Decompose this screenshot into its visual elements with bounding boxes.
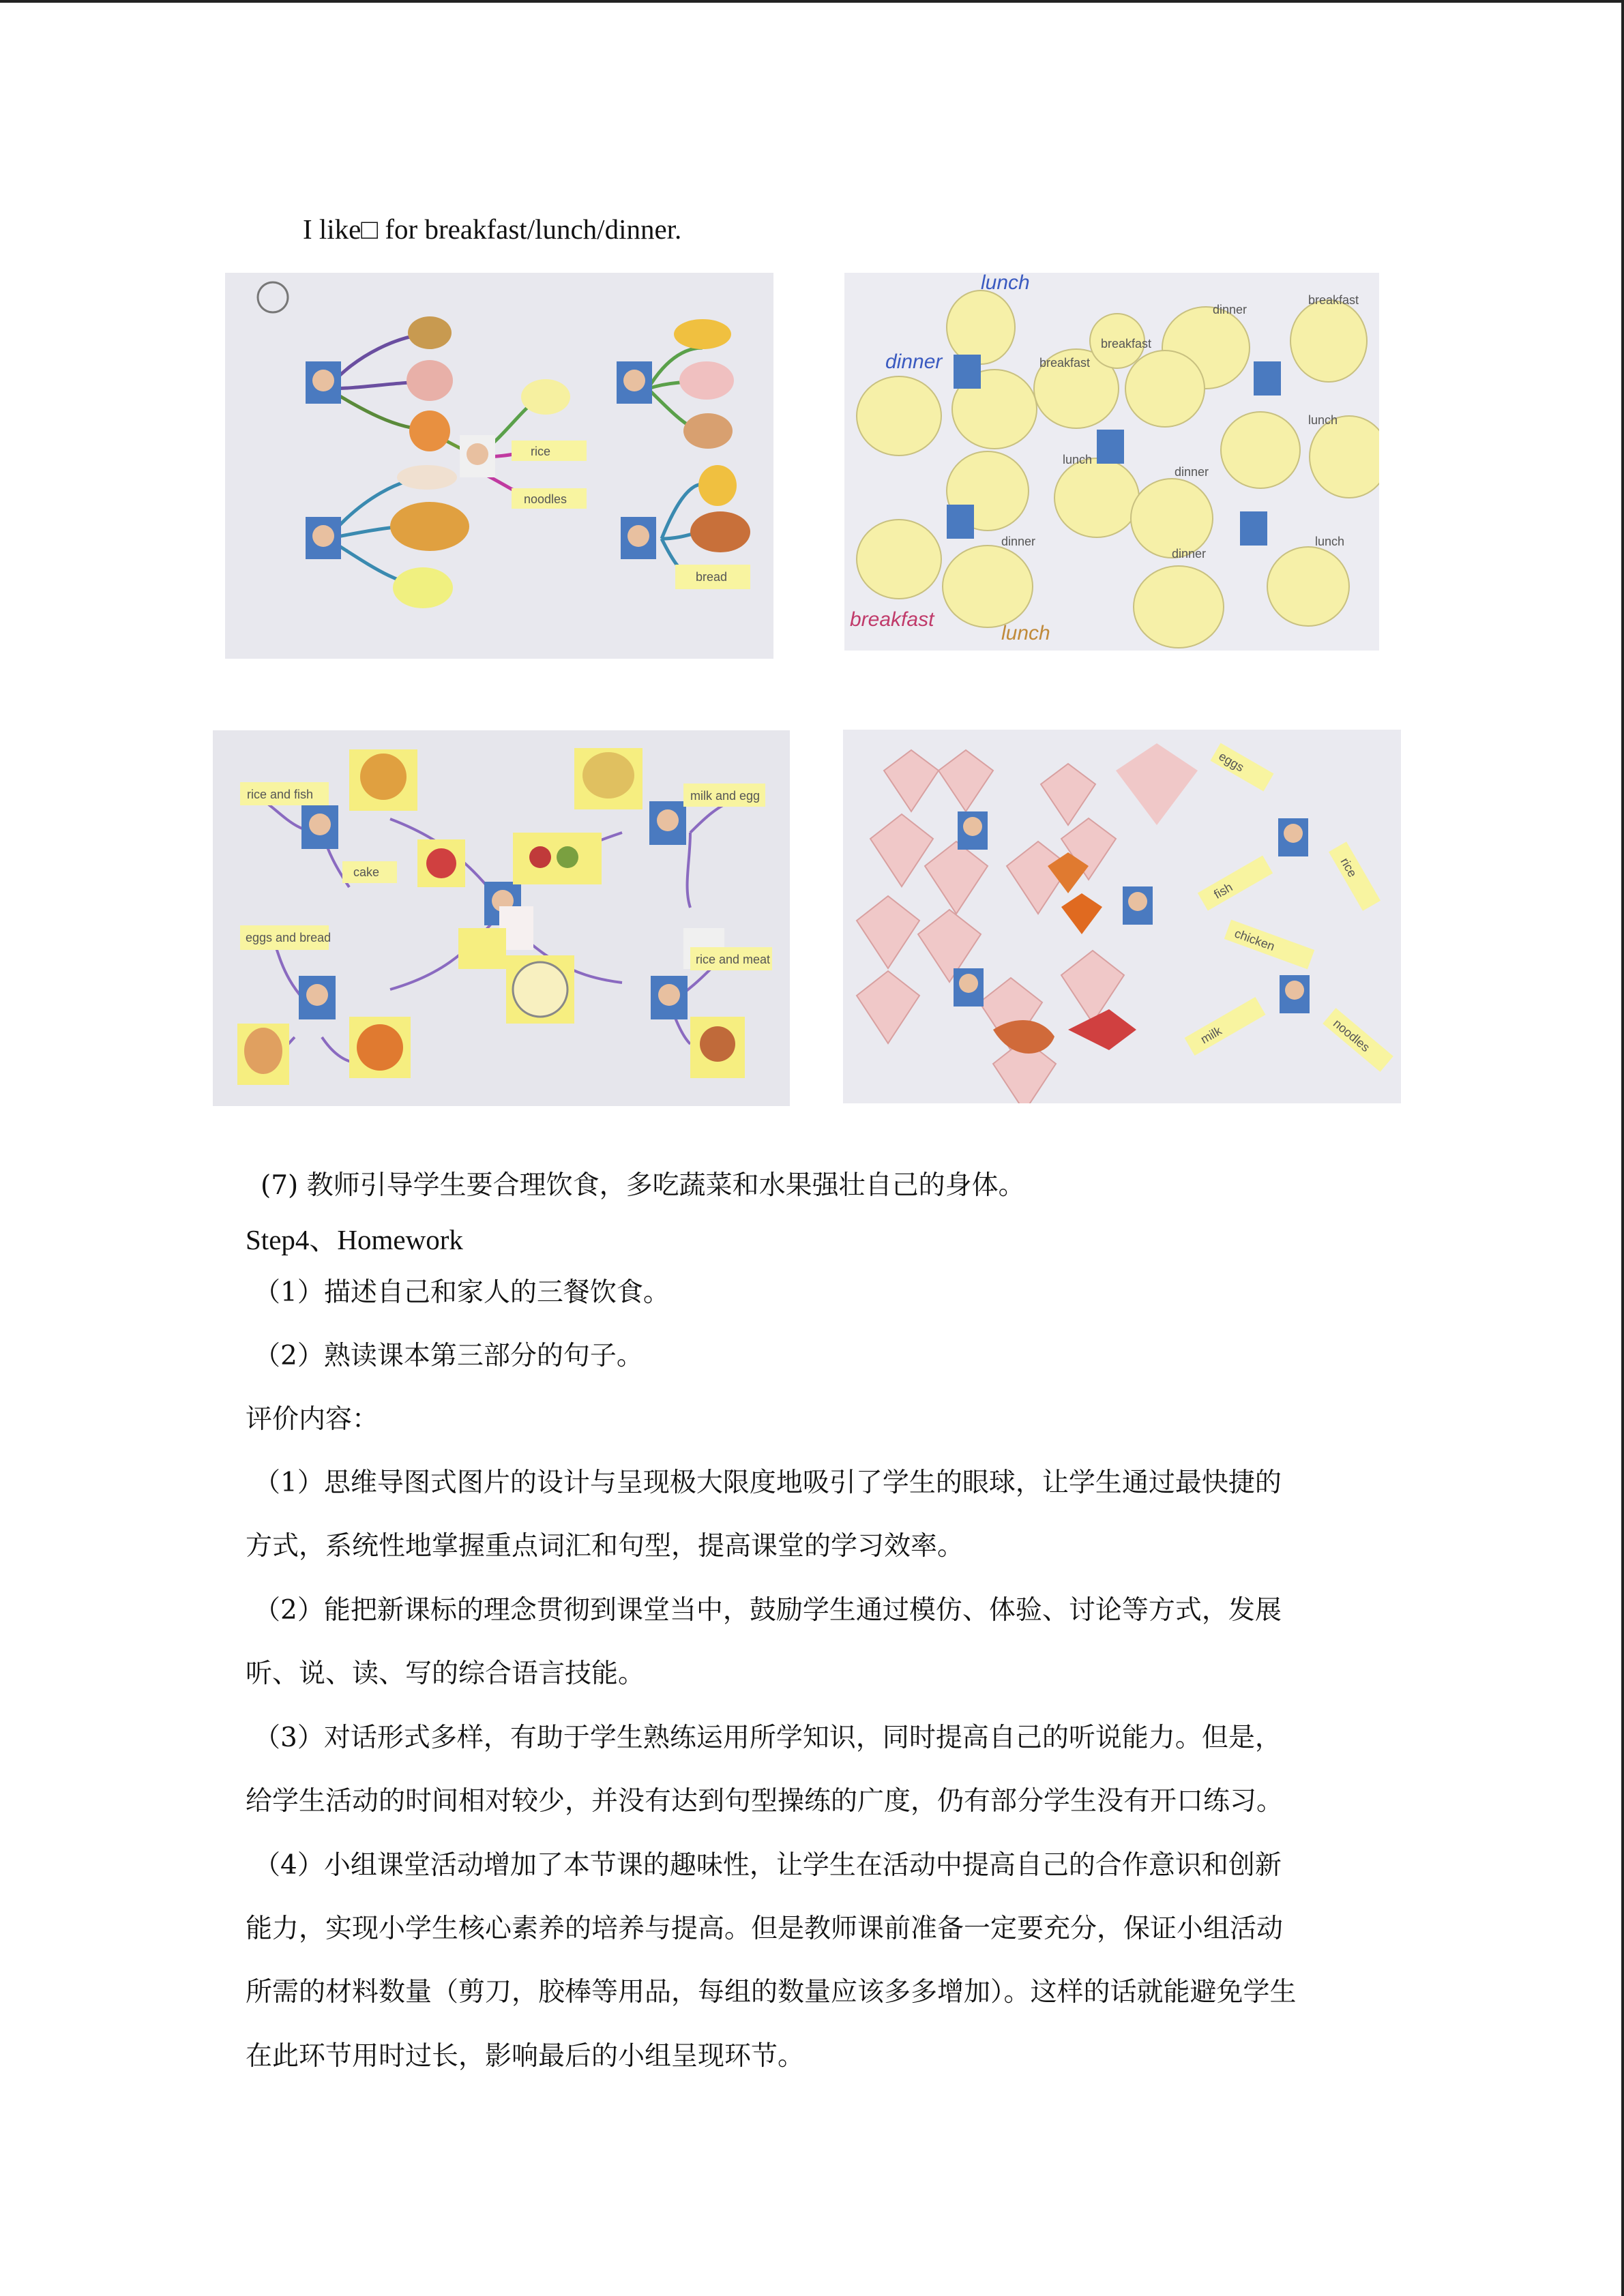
text-line: （1）思维导图式图片的设计与呈现极大限度地吸引了学生的眼球，让学生通过最快捷的 bbox=[254, 1467, 1282, 1498]
photo-2-label: lunch bbox=[981, 273, 1030, 294]
text-line: 听、说、读、写的综合语言技能。 bbox=[246, 1658, 645, 1689]
page-right-border bbox=[1621, 0, 1624, 2296]
photo-4-label: fish bbox=[1211, 880, 1235, 902]
text-line: 在此环节用时过长，影响最后的小组呈现环节。 bbox=[246, 2041, 805, 2072]
photo-2-label: dinner bbox=[1172, 547, 1207, 561]
photo-2-label: lunch bbox=[1315, 535, 1345, 548]
photo-1-label: bread bbox=[696, 570, 728, 584]
photo-2-label: breakfast bbox=[850, 608, 934, 631]
photo-mind-map-1 bbox=[225, 273, 773, 659]
text-line: （2）能把新课标的理念贯彻到课堂当中，鼓励学生通过模仿、体验、讨论等方式，发展 bbox=[254, 1595, 1282, 1626]
text-line: 能力，实现小学生核心素养的培养与提高。但是教师课前准备一定要充分，保证小组活动 bbox=[246, 1913, 1284, 1944]
photo-2-label: lunch bbox=[1063, 453, 1093, 466]
text-line: （1）描述自己和家人的三餐饮食。 bbox=[254, 1277, 670, 1308]
photo-2-label: dinner bbox=[885, 351, 943, 373]
pattern-sentence: I like□ for breakfast/lunch/dinner. bbox=[303, 213, 682, 245]
photo-3-label: rice and fish bbox=[247, 788, 314, 801]
photo-2-drawing bbox=[844, 273, 1379, 651]
heading-evaluation: 评价内容： bbox=[246, 1404, 379, 1435]
text-line: 方式，系统性地掌握重点词汇和句型，提高课堂的学习效率。 bbox=[246, 1531, 964, 1562]
photo-1-drawing bbox=[225, 273, 773, 659]
photo-2-label: dinner bbox=[1175, 465, 1209, 479]
photo-1-label: noodles bbox=[524, 492, 567, 506]
photo-3-label: cake bbox=[353, 865, 380, 879]
photo-4-label: chicken bbox=[1232, 926, 1277, 954]
page-top-border bbox=[0, 0, 1624, 3]
photo-heart-cards bbox=[843, 730, 1401, 1103]
text-line: （3）对话形式多样，有助于学生熟练运用所学知识，同时提高自己的听说能力。但是， bbox=[254, 1723, 1282, 1753]
photo-1-label: rice bbox=[531, 445, 551, 458]
text-line: 给学生活动的时间相对较少，并没有达到句型操练的广度，仍有部分学生没有开口练习。 bbox=[246, 1786, 1284, 1817]
photo-2-label: dinner bbox=[1001, 535, 1036, 548]
photo-3-label: milk and egg bbox=[690, 789, 761, 803]
photo-4-label: rice bbox=[1338, 855, 1360, 880]
photo-3-drawing bbox=[213, 730, 790, 1106]
photo-2-label: breakfast bbox=[1101, 337, 1152, 351]
photo-3-label: rice and meat bbox=[696, 953, 771, 966]
text-line: （2）熟读课本第三部分的句子。 bbox=[254, 1341, 643, 1371]
photo-2-label: lunch bbox=[1001, 622, 1050, 644]
photo-4-label: eggs bbox=[1216, 749, 1247, 775]
text-line: (7) 教师引导学生要合理饮食，多吃蔬菜和水果强壮自己的身体。 bbox=[261, 1170, 1025, 1201]
photo-4-label: milk bbox=[1198, 1024, 1224, 1047]
photo-4-drawing bbox=[843, 730, 1401, 1103]
photo-2-label: lunch bbox=[1308, 413, 1338, 427]
photo-2-label: breakfast bbox=[1039, 356, 1091, 370]
photo-apple-cards bbox=[844, 273, 1379, 651]
photo-2-label: dinner bbox=[1213, 303, 1247, 316]
photo-2-label: breakfast bbox=[1308, 293, 1359, 307]
photo-4-label: noodles bbox=[1330, 1016, 1373, 1055]
text-line: 所需的材料数量（剪刀，胶棒等用品，每组的数量应该多多增加）。这样的话就能避免学生 bbox=[246, 1977, 1297, 2008]
photo-3-label: eggs and bread bbox=[246, 931, 331, 944]
text-line: （4）小组课堂活动增加了本节课的趣味性，让学生在活动中提高自己的合作意识和创新 bbox=[254, 1850, 1282, 1881]
photo-mind-map-2 bbox=[213, 730, 790, 1106]
heading-homework: Step4、Homework bbox=[246, 1224, 463, 1255]
